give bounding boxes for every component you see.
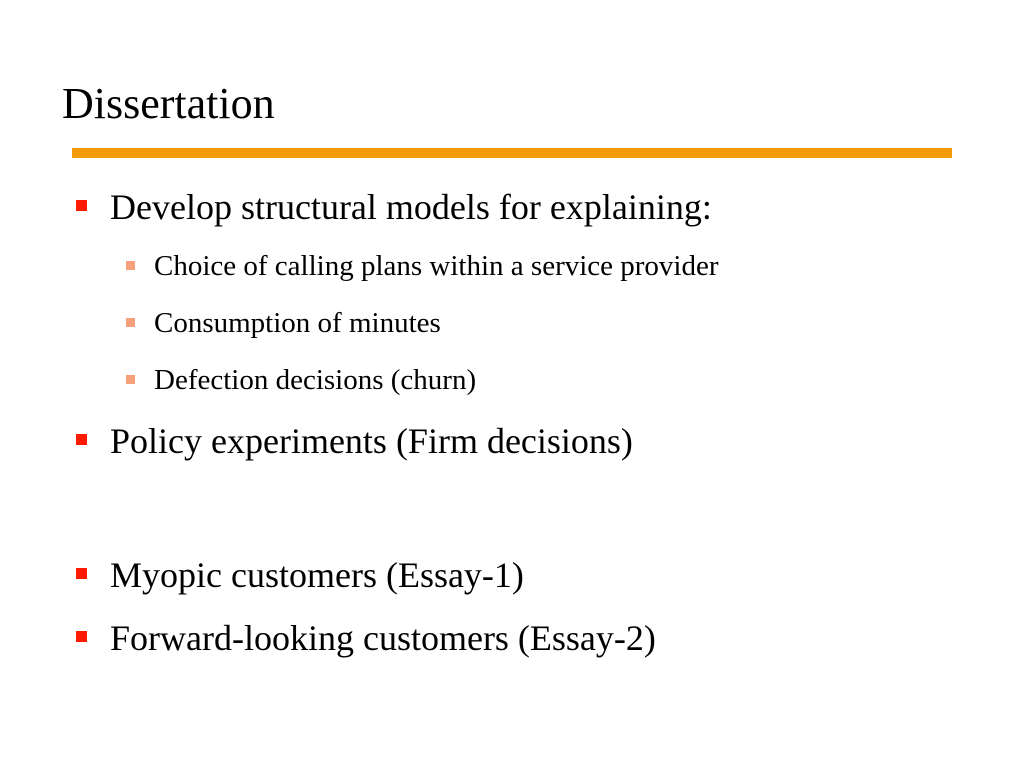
sub-bullet-text: Consumption of minutes [154, 307, 441, 339]
sub-bullet-text: Defection decisions (churn) [154, 364, 477, 396]
square-sub-bullet-icon [126, 375, 135, 384]
slide-title: Dissertation [62, 79, 275, 128]
title-underline-bar [72, 148, 952, 158]
bullet-text: Develop structural models for explaining: [110, 187, 712, 227]
square-bullet-icon [76, 434, 87, 445]
bullet-text: Myopic customers (Essay-1) [110, 555, 524, 595]
square-sub-bullet-icon [126, 261, 135, 270]
square-bullet-icon [76, 568, 87, 579]
bullet-text: Policy experiments (Firm decisions) [110, 421, 633, 461]
sub-bullet-text: Choice of calling plans within a service provider [154, 250, 719, 282]
bullet-text: Forward-looking customers (Essay-2) [110, 618, 656, 658]
square-bullet-icon [76, 631, 87, 642]
square-bullet-icon [76, 200, 87, 211]
square-sub-bullet-icon [126, 318, 135, 327]
